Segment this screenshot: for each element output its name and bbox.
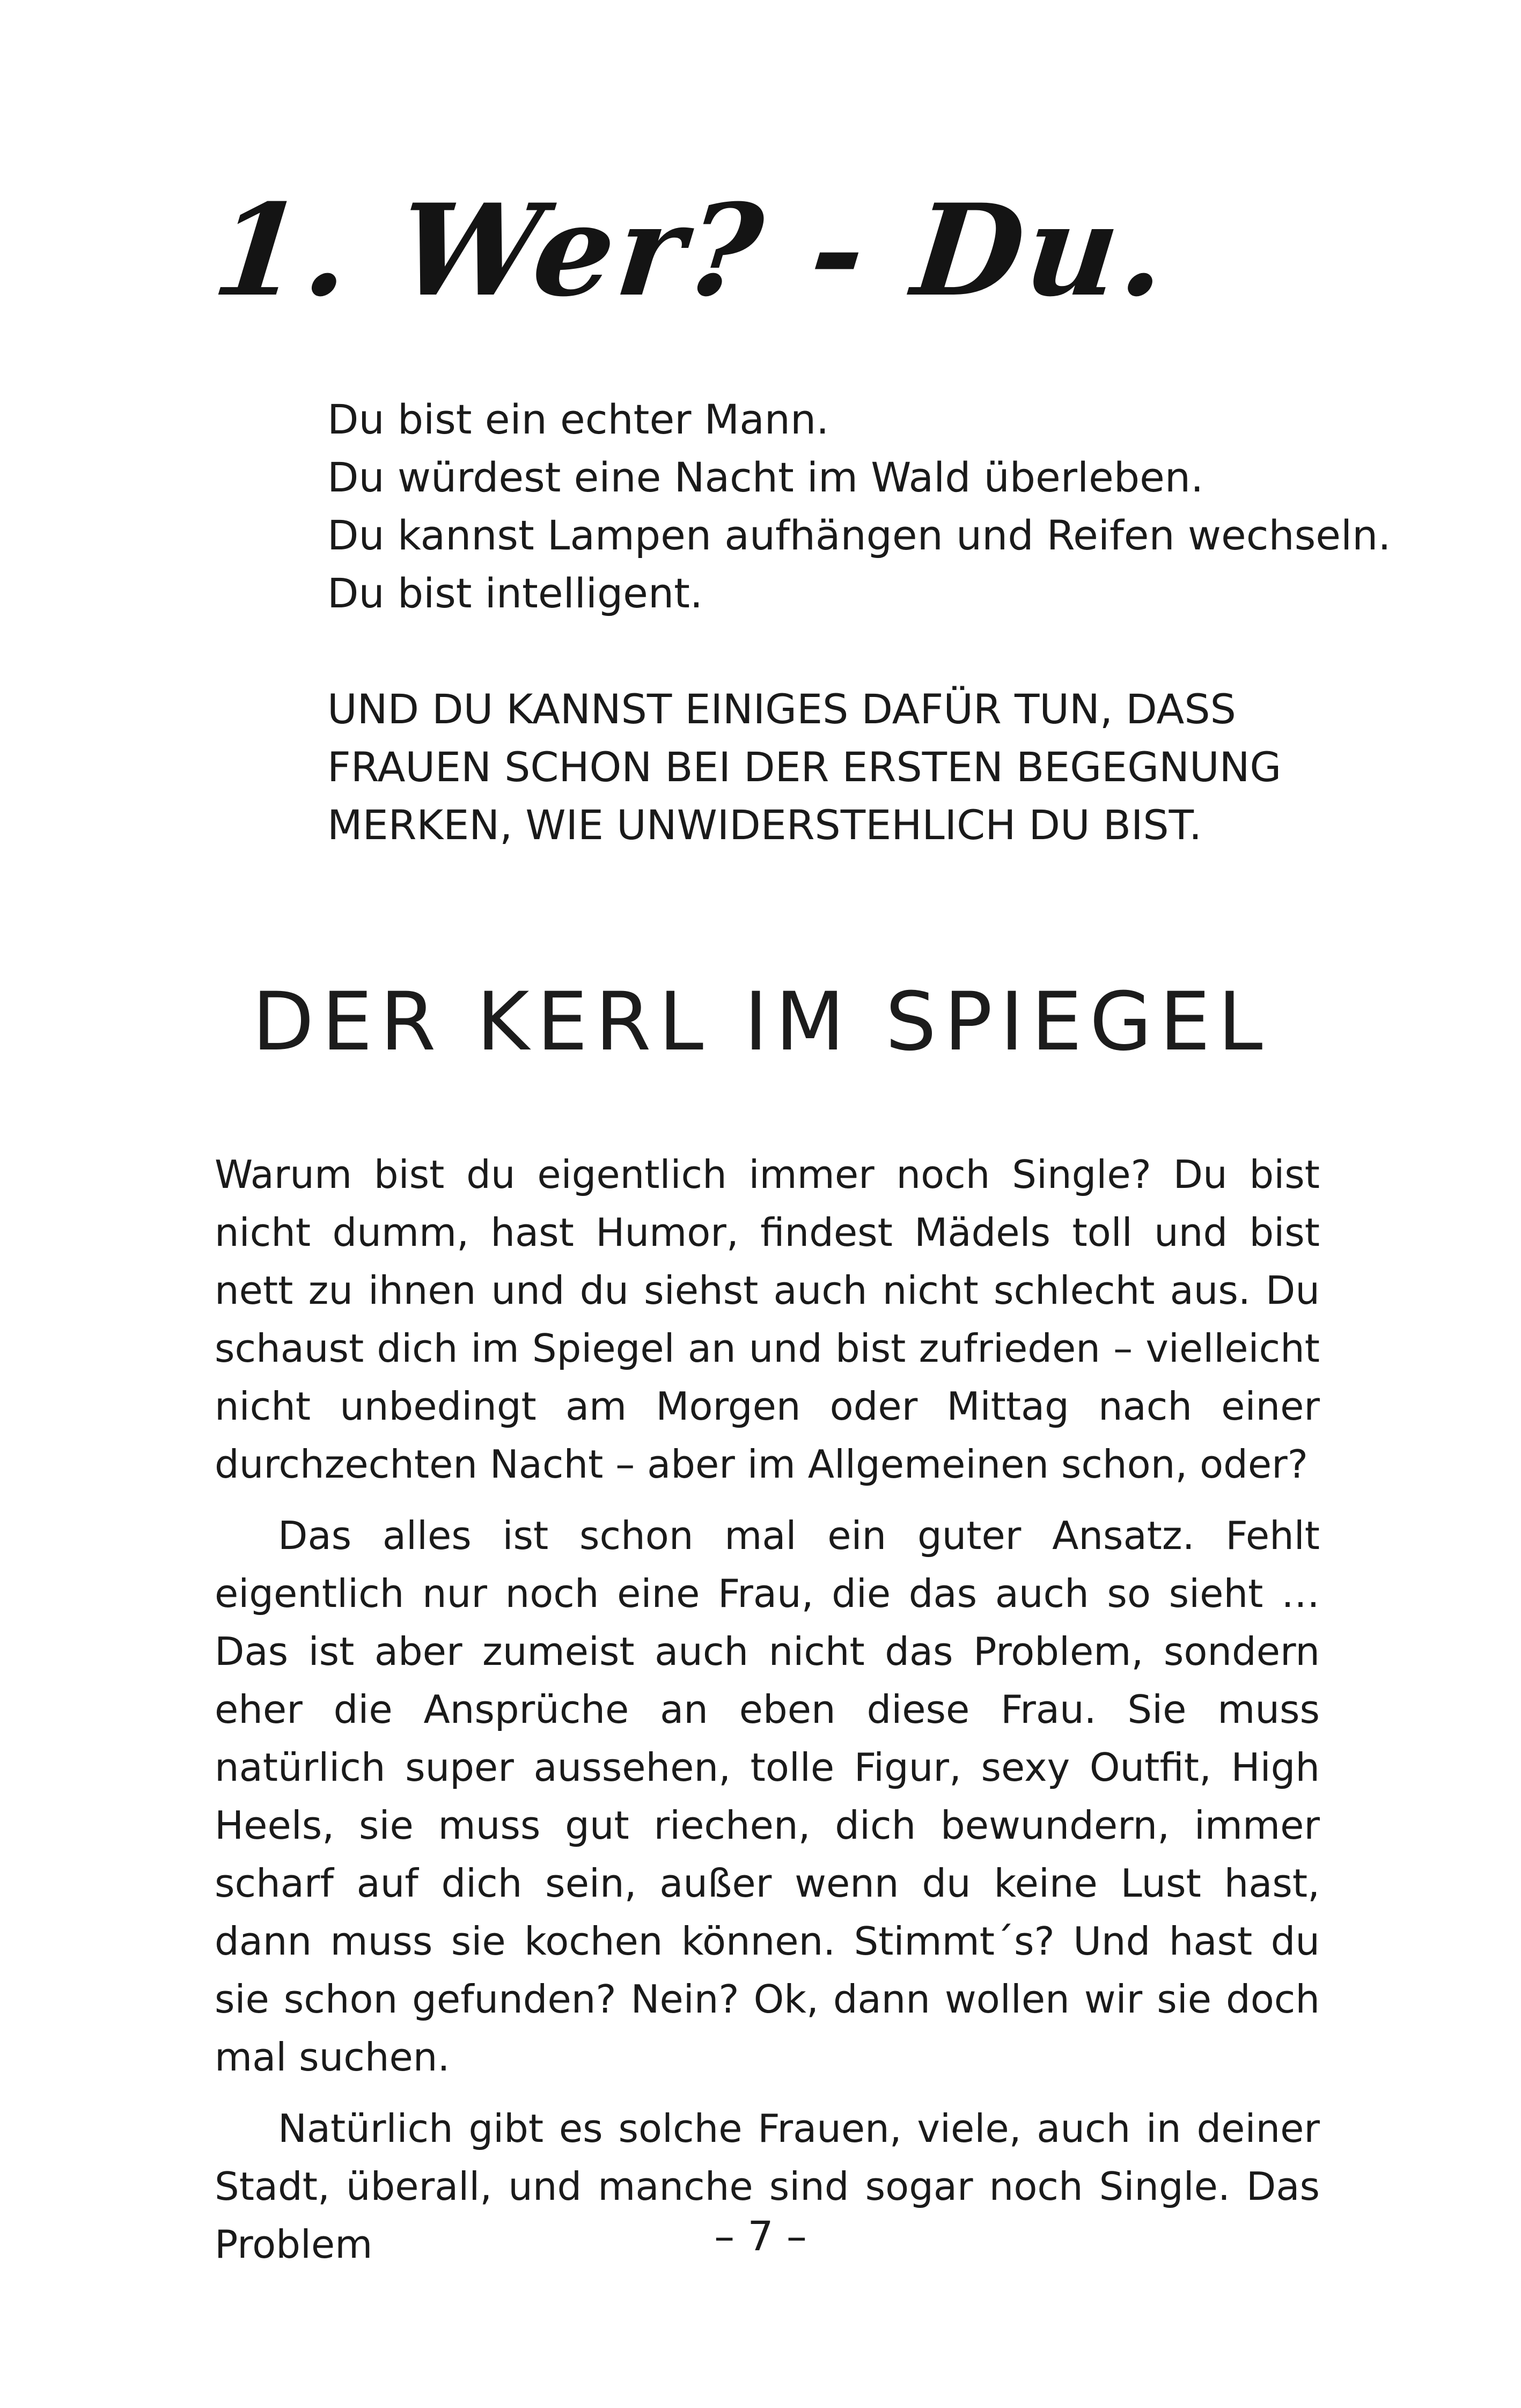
intro-line: Du bist intelligent. xyxy=(327,569,703,617)
intro-caps-line: UND DU KANNST EINIGES DAFÜR TUN, DASS xyxy=(327,685,1236,733)
body-paragraph: Natürlich gibt es solche Frauen, viele, auch in deiner Stadt, überall, und manche sind sogar noch Single. Das Problem xyxy=(215,2106,1320,2267)
intro-spacer xyxy=(327,622,1347,680)
intro-caps-line: MERKEN, WIE UNWIDERSTEHLICH DU BIST. xyxy=(327,801,1202,849)
body-text xyxy=(215,1146,1320,2287)
page-number: – 7 – xyxy=(714,2212,807,2260)
body-paragraph: Warum bist du eigentlich immer noch Single? Du bist nicht dumm, hast Humor, findest Mädels toll und bist nett zu ihnen und du siehst auch nicht schlecht aus. Du schaust dich im Spiegel an und bist zufrieden – vielleicht nicht unbedingt am Morgen oder Mittag nach einer durchzechten Nacht – aber im Allgemeinen schon, oder? xyxy=(215,1152,1320,1487)
intro-line: Du kannst Lampen aufhängen und Reifen wechseln. xyxy=(327,511,1391,559)
intro-line: Du würdest eine Nacht im Wald überleben. xyxy=(327,453,1204,501)
chapter-title: 1. Wer? - Du. xyxy=(207,177,1177,325)
intro-block xyxy=(327,391,1391,854)
intro-line: Du bist ein echter Mann. xyxy=(327,395,829,443)
intro-caps-line: FRAUEN SCHON BEI DER ERSTEN BEGEGNUNG xyxy=(327,743,1282,791)
section-title: DER KERL IM SPIEGEL xyxy=(252,975,1270,1069)
body-paragraph: Das alles ist schon mal ein guter Ansatz. Fehlt eigentlich nur noch eine Frau, die das auch so sieht … Das ist aber zumeist auch nicht das Problem, sondern eher die Ansprüche an eben diese Frau. Sie muss natürlich super aussehen, tolle Figur, sexy Outfit, High Heels, sie muss gut riechen, dich bewundern, immer scharf auf dich sein, außer wenn du keine Lust hast, dann muss sie kochen können. Stimmt´s? Und hast du sie schon gefunden? Nein? Ok, dann wollen wir sie doch mal suchen. xyxy=(215,1513,1320,2080)
